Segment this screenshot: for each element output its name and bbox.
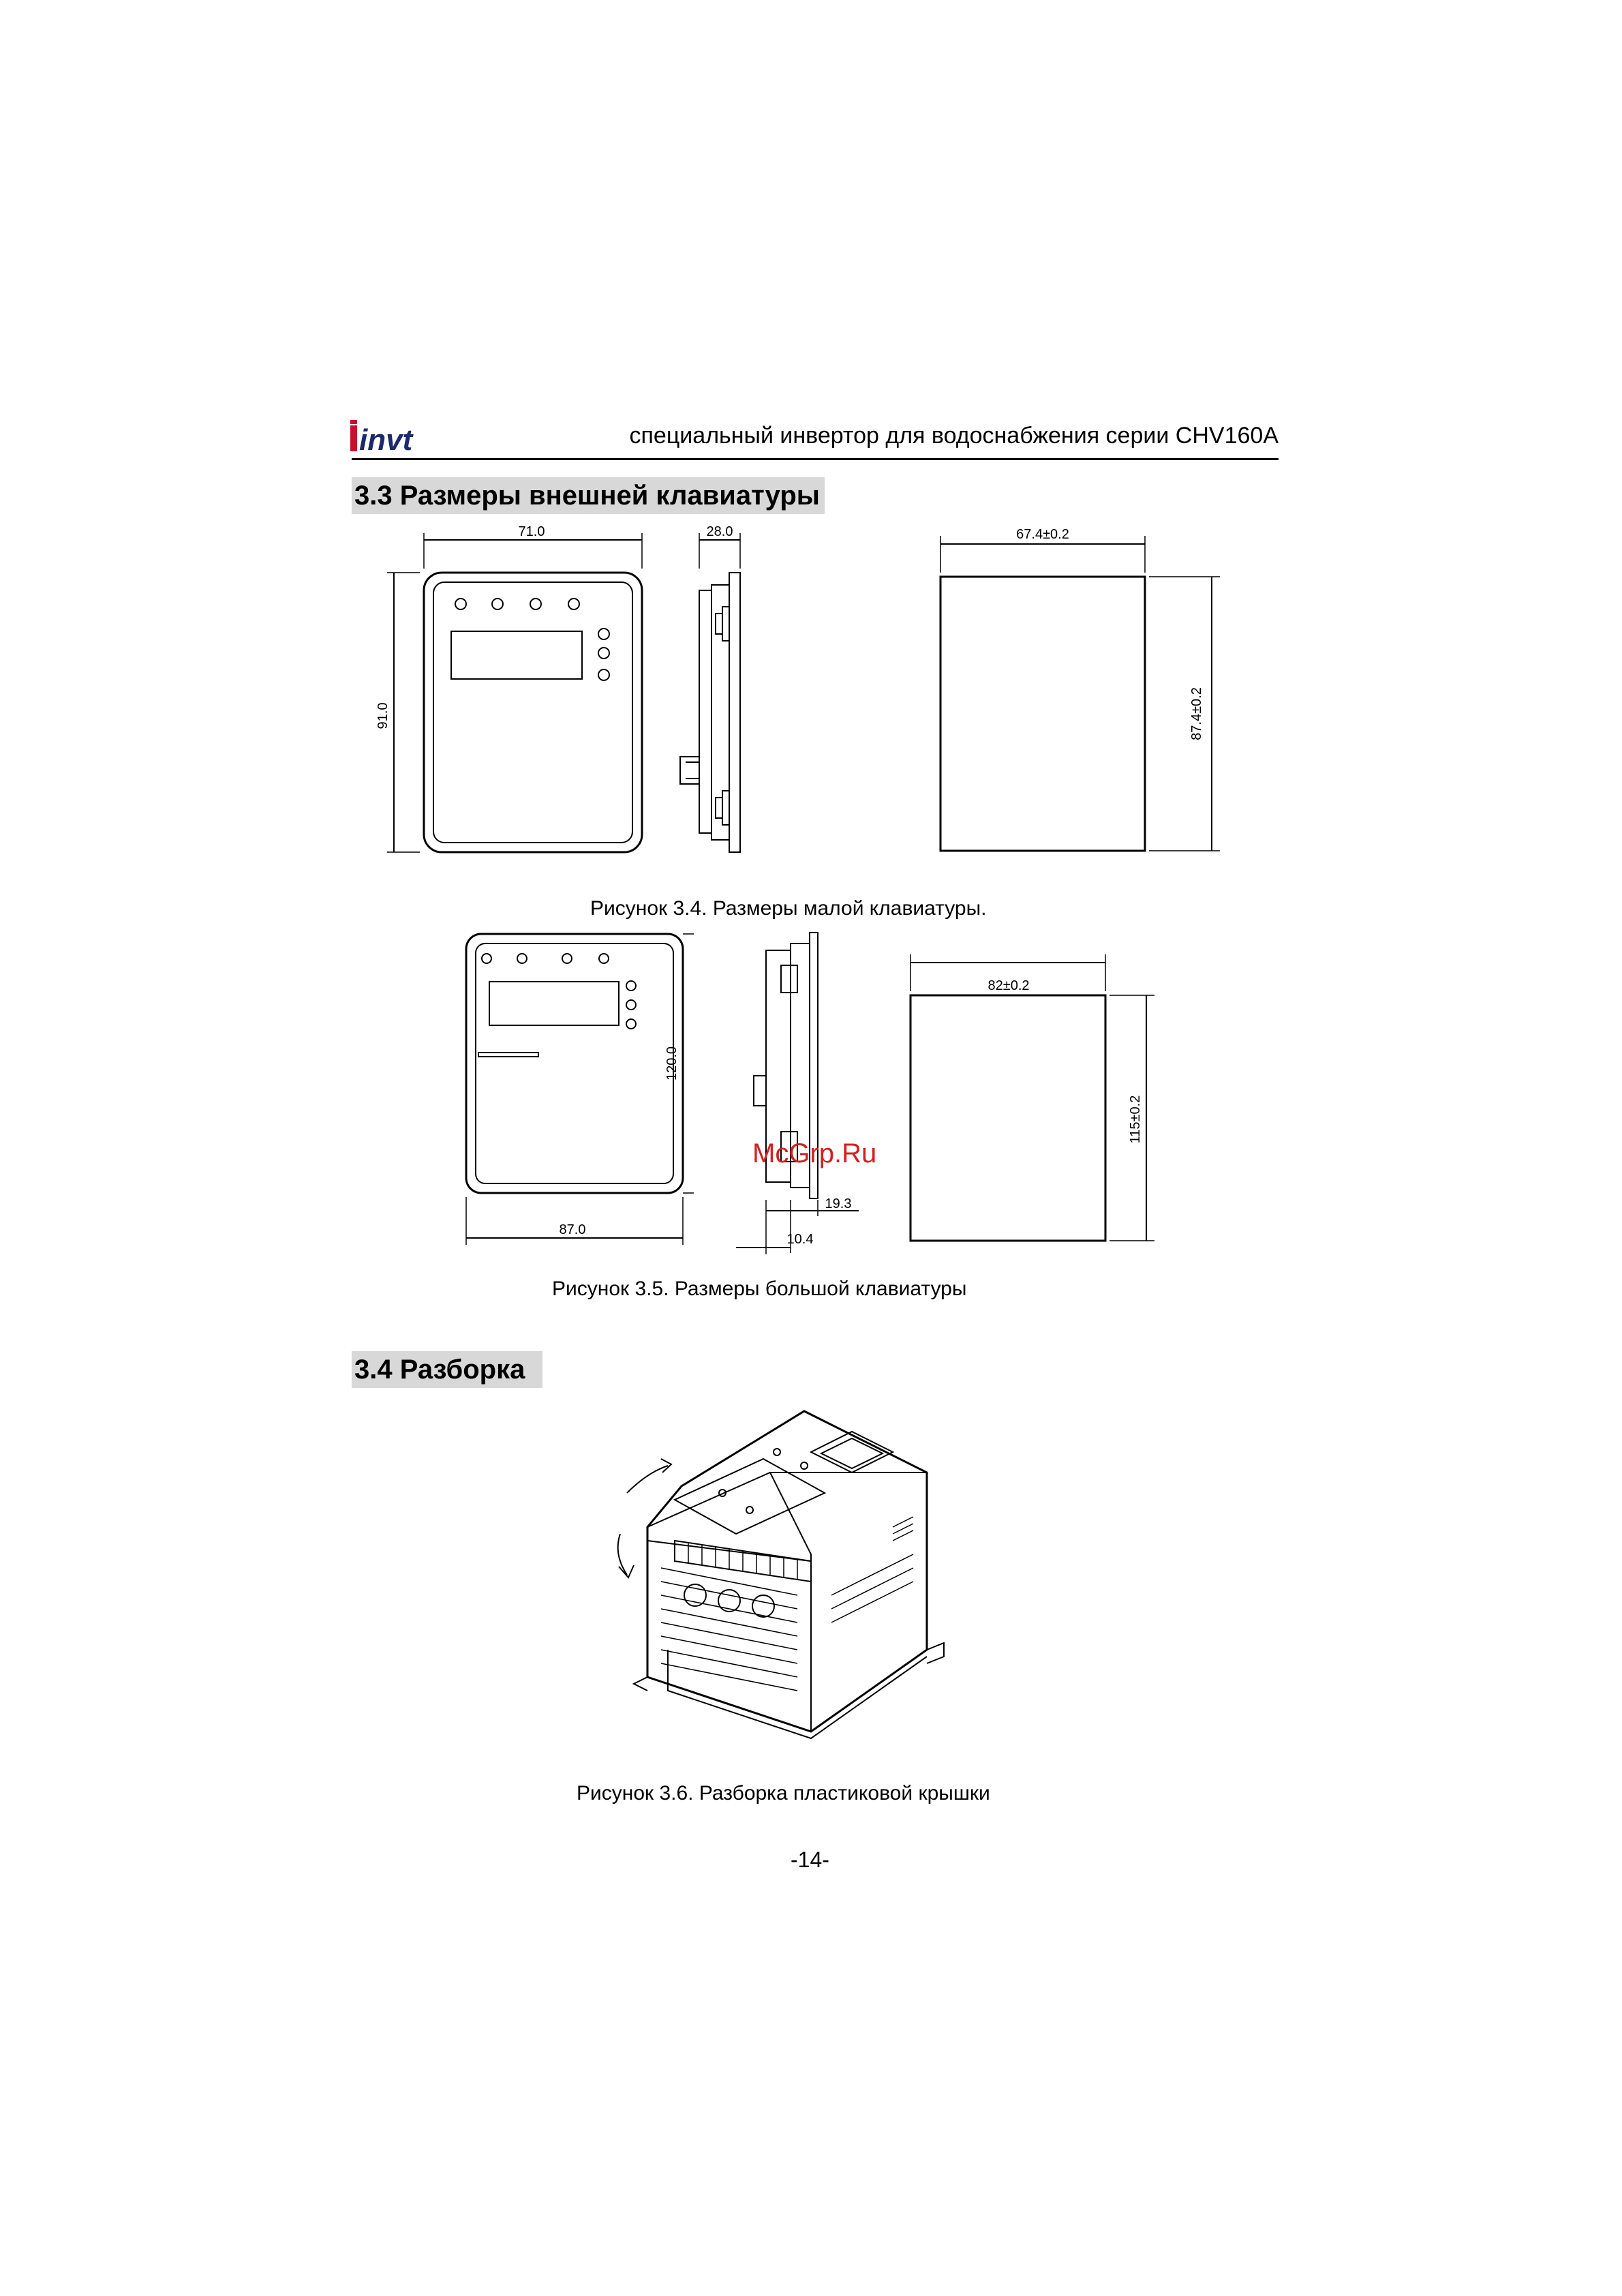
logo-text: invt (359, 423, 413, 454)
small-keypad-side-view (680, 533, 740, 852)
caption-figure-3-5: Рисунок 3.5. Размеры большой клавиатуры (552, 1278, 967, 1300)
figure-3-5-drawing (436, 927, 1186, 1282)
dim-87-4: 87.4±0.2 (1189, 687, 1204, 740)
large-keypad-front-view (466, 934, 694, 1245)
caption-figure-3-6: Рисунок 3.6. Разборка пластиковой крышки (577, 1782, 990, 1804)
section-heading-3-3: 3.3 Размеры внешней клавиатуры (352, 477, 825, 514)
dim-67-4: 67.4±0.2 (1016, 527, 1069, 542)
header-title: специальный инвертор для водоснабжения серии CHV160A (629, 423, 1279, 449)
page-number: -14- (791, 1847, 829, 1872)
dim-87: 87.0 (559, 1222, 586, 1237)
small-keypad-front-view (387, 533, 642, 852)
dim-19-3: 19.3 (825, 1196, 852, 1211)
dim-82: 82±0.2 (988, 978, 1030, 993)
invt-logo (349, 420, 424, 454)
logo-graphic (349, 420, 424, 454)
dim-115: 115±0.2 (1128, 1095, 1143, 1144)
caption-figure-3-4: Рисунок 3.4. Размеры малой клавиатуры. (590, 897, 987, 920)
dim-71: 71.0 (518, 525, 545, 539)
dim-28: 28.0 (706, 525, 733, 539)
large-keypad-cutout (911, 954, 1154, 1241)
figure-3-6-drawing (607, 1391, 1002, 1772)
section-heading-3-4: 3.4 Разборка (352, 1351, 542, 1388)
dim-120: 120.0 (664, 1046, 679, 1081)
header-divider (352, 458, 1279, 460)
small-keypad-cutout (940, 536, 1220, 851)
watermark: McGrp.Ru (752, 1138, 877, 1168)
dim-91: 91.0 (376, 702, 391, 729)
inverter-housing (634, 1411, 944, 1738)
figure-3-4-drawing (368, 525, 1254, 879)
rotation-arrows (618, 1459, 671, 1577)
dim-10-4: 10.4 (786, 1232, 814, 1247)
